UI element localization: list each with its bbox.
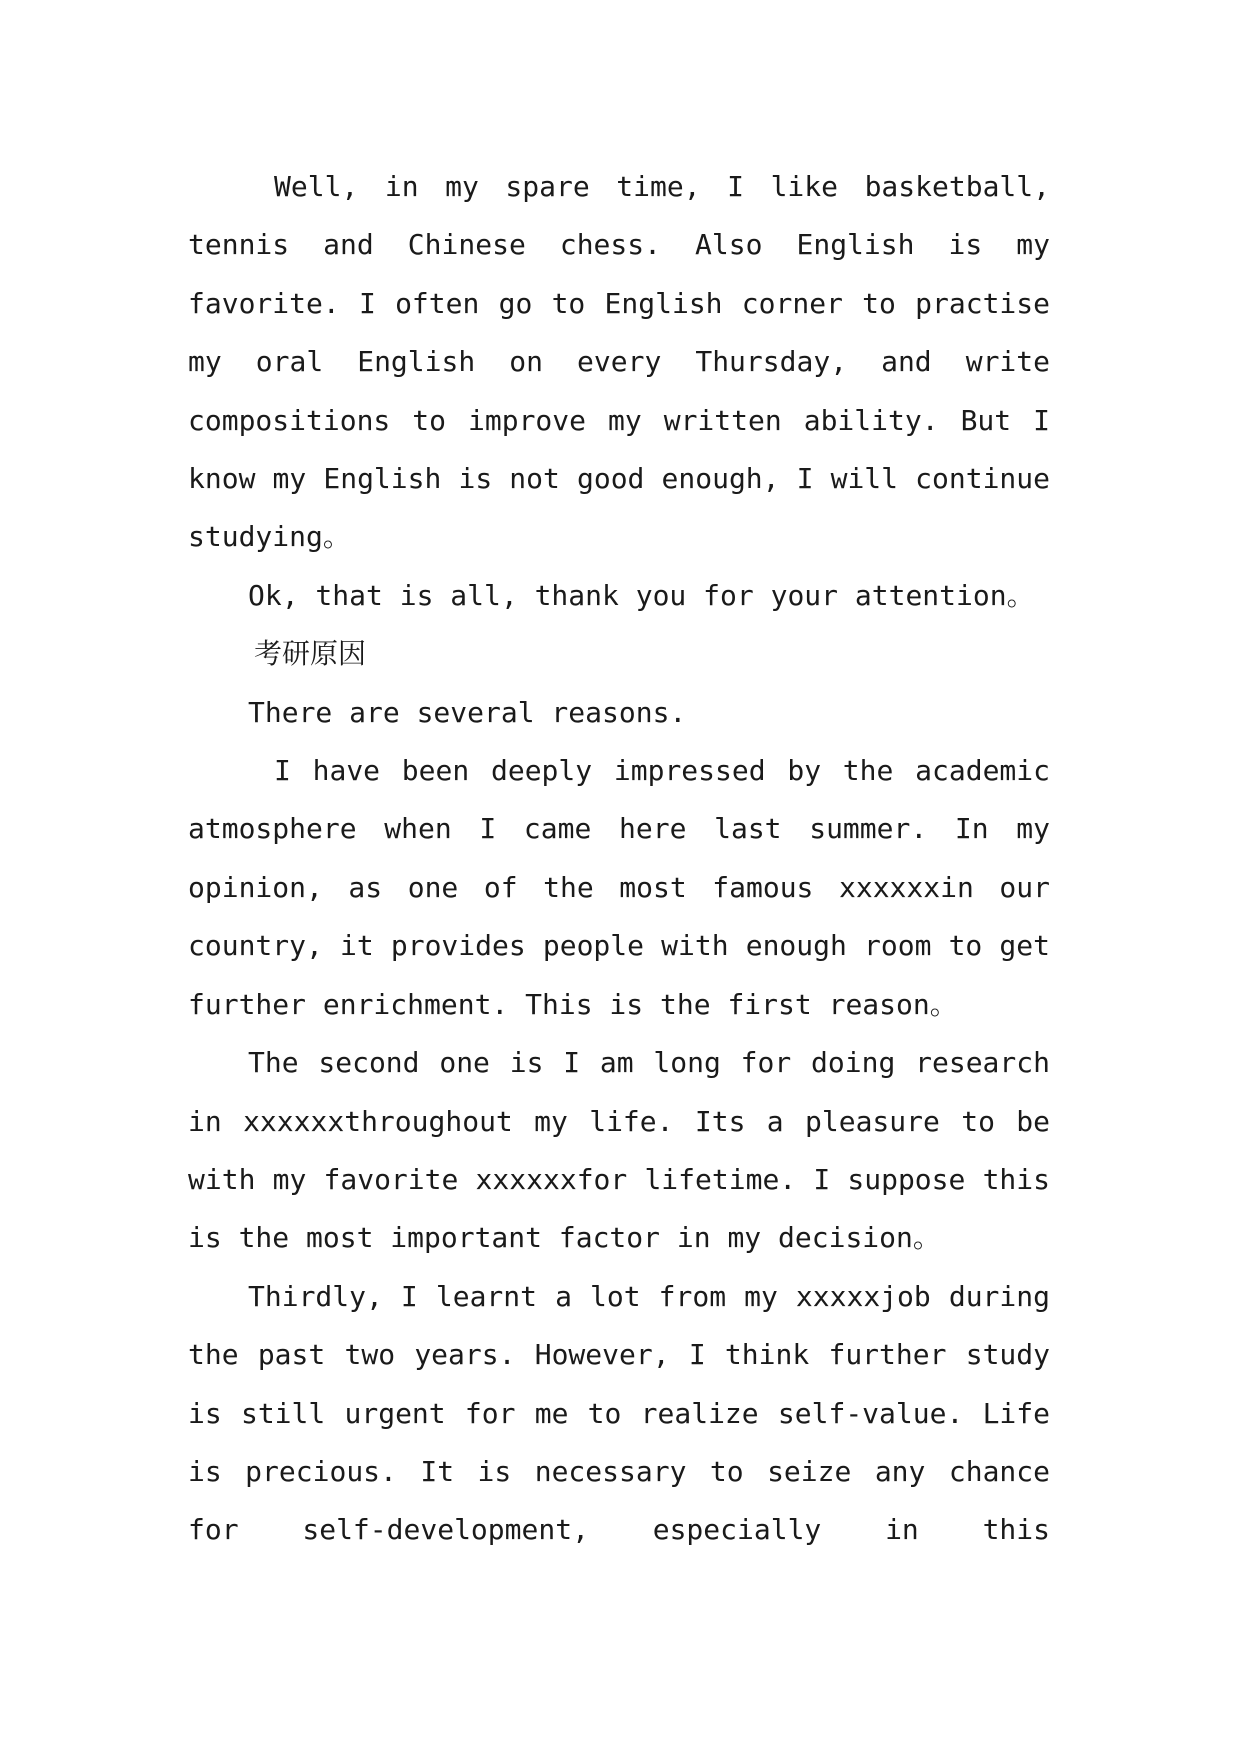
paragraph-hobbies: Well, in my spare time, I like basketball, tennis and Chinese chess. Also English is my favorite. I often go to English corner to practise my oral English on every Thursday, and write compositions to improve my written ability. But I know my English is not good enough, I will continue studying。 (188, 170, 1050, 554)
section-heading: 考研原因 (254, 637, 367, 671)
paragraph-reasons-intro: There are several reasons. (248, 695, 687, 729)
document-body (188, 158, 1050, 1560)
paragraph-reason-third: Thirdly, I learnt a lot from my xxxxxjob during the past two years. However, I think further study is still urgent for me to realize self-value. Life is precious. It is necessary to seize any chance for self-development, especially in this (188, 1279, 1050, 1547)
paragraph-reason-second: The second one is I am long for doing research in xxxxxxthroughout my life. Its a pleasure to be with my favorite xxxxxxfor lifetime. I suppose this is the most important factor in my decision。 (188, 1046, 1050, 1255)
paragraph-reason-first: I have been deeply impressed by the academic atmosphere when I came here last summer. In my opinion, as one of the most famous xxxxxxin our country, it provides people with enough room to get further enrichment. This is the first reason。 (188, 754, 1050, 1021)
paragraph-closing: Ok, that is all, thank you for your attention。 (248, 578, 1035, 612)
